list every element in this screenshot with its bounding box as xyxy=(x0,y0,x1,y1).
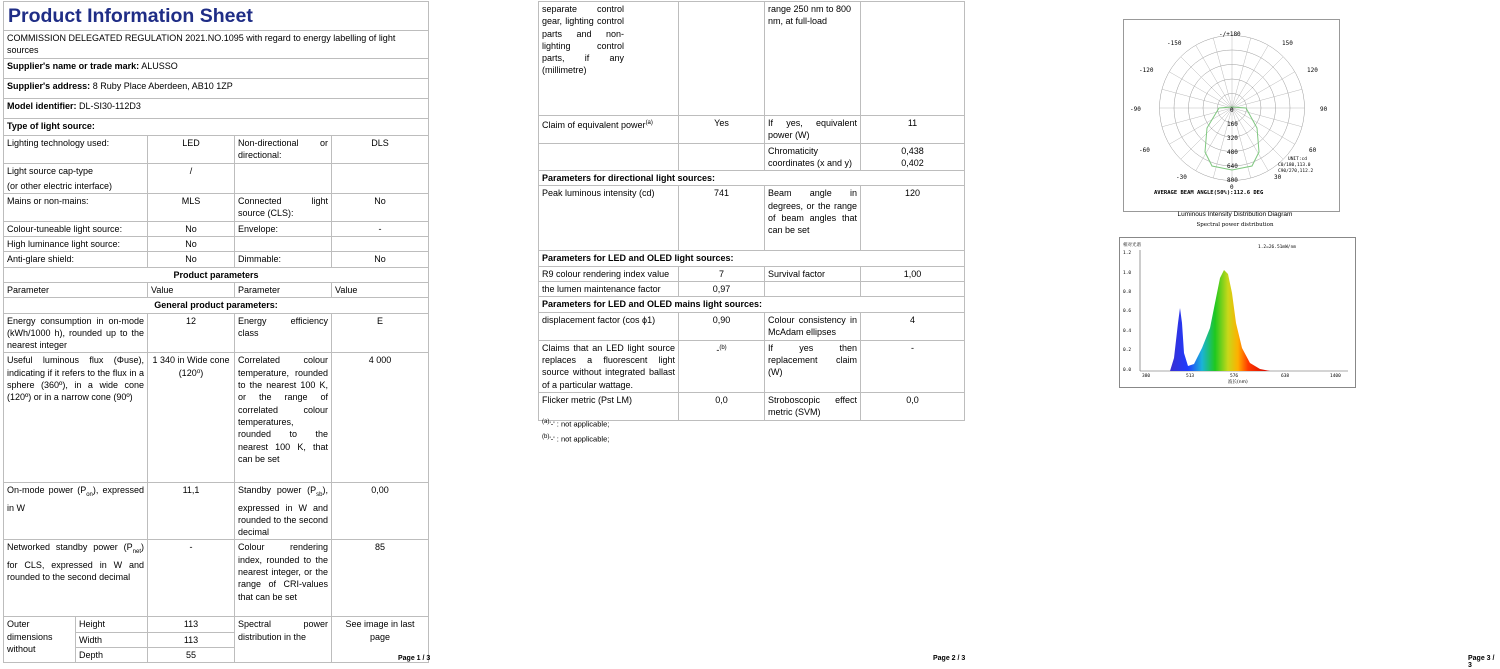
address-value: 8 Ruby Place Aberdeen, AB10 1ZP xyxy=(92,81,233,91)
onmode-label xyxy=(4,483,148,540)
polar-legend-1: C0/180,113.0 xyxy=(1278,163,1311,168)
general-params-heading: General product parameters: xyxy=(4,298,429,313)
address-row xyxy=(4,79,429,99)
footnotes xyxy=(542,416,609,445)
polar-angle-label: 150 xyxy=(1282,40,1293,47)
col-value-2: Value xyxy=(332,282,429,297)
product-info-table-2 xyxy=(538,1,965,421)
width-label: Width xyxy=(76,632,148,647)
anti-glare-value: No xyxy=(148,252,235,267)
polar-beam-note: AVERAGE BEAM ANGLE(50%):112.6 DEG xyxy=(1154,190,1264,196)
equiv-power-label xyxy=(539,116,679,144)
spectral-y-tick: 1.2 xyxy=(1123,251,1132,256)
footnote-b xyxy=(542,431,609,446)
consistency-label: Colour consistency in McAdam ellipses xyxy=(765,312,861,340)
equiv-power-text: Claim of equivalent power xyxy=(542,120,646,130)
supplier-label: Supplier's name or trade mark: xyxy=(7,61,140,71)
anti-glare-label: Anti-glare shield: xyxy=(4,252,148,267)
polar-spoke xyxy=(1196,45,1232,108)
polar-spoke xyxy=(1232,38,1251,108)
cap-type-label xyxy=(4,163,148,194)
spectral-x-tick: 513 xyxy=(1186,374,1195,379)
page-2 xyxy=(535,0,967,665)
polar-spoke xyxy=(1232,45,1268,108)
equiv-power-sup: (a) xyxy=(645,120,653,126)
high-lum-empty-2 xyxy=(332,237,429,252)
page-number-2: Page 2 / 3 xyxy=(933,655,966,662)
strobo-value: 0,0 xyxy=(861,392,965,420)
spectral-y-tick: 0.4 xyxy=(1123,329,1132,334)
claims-value-text: - xyxy=(716,344,720,355)
onmode-label-b: ), expressed in W xyxy=(7,485,144,513)
polar-angle-label: 60 xyxy=(1309,147,1317,154)
onmode-value: 11,1 xyxy=(148,483,235,540)
polar-spoke xyxy=(1162,108,1232,127)
cap-type-value: / xyxy=(148,163,235,194)
depth-value: 55 xyxy=(148,648,235,663)
standby-label-b: ), expressed in W and rounded to the second decimal xyxy=(238,485,328,538)
spectral-ylabel: 相对光谱 xyxy=(1123,243,1141,248)
width-value: 113 xyxy=(148,632,235,647)
sheet-title: Product Information Sheet xyxy=(4,2,429,31)
colour-tuneable-label: Colour-tuneable light source: xyxy=(4,221,148,236)
product-params-heading: Product parameters xyxy=(4,267,429,282)
cap-type-empty-1 xyxy=(235,163,332,194)
page-3 xyxy=(1100,0,1500,669)
led-mains-heading: Parameters for LED and OLED mains light sources: xyxy=(539,297,965,312)
spectral-x-tick: 380 xyxy=(1142,374,1151,379)
col-parameter-2: Parameter xyxy=(235,282,332,297)
flicker-value: 0,0 xyxy=(679,392,765,420)
high-lum-label: High luminance light source: xyxy=(4,237,148,252)
address-label: Supplier's address: xyxy=(7,81,91,91)
r9-value: 7 xyxy=(679,266,765,281)
displacement-value: 0,90 xyxy=(679,312,765,340)
equiv-power-value: Yes xyxy=(679,116,765,144)
chromaticity-label: Chromaticity coordinates (x and y) xyxy=(765,143,861,171)
polar-spoke xyxy=(1213,38,1232,108)
onmode-label-a: On-mode power (P xyxy=(7,485,87,496)
control-gear-label: separate control gear, lighting control parts and non-lighting control parts, if any (millimetre) xyxy=(539,2,679,116)
standby-value: 0,00 xyxy=(332,483,429,540)
flicker-label: Flicker metric (Pst LM) xyxy=(539,392,679,420)
networked-value: - xyxy=(148,540,235,617)
supplier-value: ALUSSO xyxy=(141,61,178,71)
networked-label-a: Networked standby power (P xyxy=(7,542,133,553)
polar-ring-label: 320 xyxy=(1227,135,1238,142)
networked-label-b: ) for CLS, expressed in W and rounded to the second decimal xyxy=(7,542,144,582)
equiv-w-value: 11 xyxy=(861,116,965,144)
standby-label xyxy=(235,483,332,540)
equiv-w-label: If yes, equivalent power (W) xyxy=(765,116,861,144)
model-row xyxy=(4,99,429,119)
beam-label: Beam angle in degrees, or the range of beam angles that can be set xyxy=(765,186,861,251)
dimmable-label: Dimmable: xyxy=(235,252,332,267)
spectral-x-tick: 1400 xyxy=(1330,374,1341,379)
spectral-y-tick: 1.0 xyxy=(1123,271,1132,276)
flux-label: Useful luminous flux (Φuse), indicating if it refers to the flux in a sphere (360º), in a wide cone (120º) or in a narrow cone (90º) xyxy=(4,353,148,483)
non-directional-value: DLS xyxy=(332,136,429,164)
polar-angle-label: 90 xyxy=(1320,106,1328,113)
peak-label: Peak luminous intensity (cd) xyxy=(539,186,679,251)
control-gear-empty-2 xyxy=(861,2,965,116)
energy-class-label: Energy efficiency class xyxy=(235,313,332,353)
energy-value: 12 xyxy=(148,313,235,353)
strobo-label: Stroboscopic effect metric (SVM) xyxy=(765,392,861,420)
footnote-a xyxy=(542,416,609,431)
cct-value: 4 000 xyxy=(332,353,429,483)
polar-angle-label: 120 xyxy=(1307,67,1318,74)
non-directional-label: Non-directional or directional: xyxy=(235,136,332,164)
polar-spoke xyxy=(1232,72,1295,108)
chromaticity-empty-2 xyxy=(679,143,765,171)
page-number-1: Page 1 / 3 xyxy=(398,655,431,662)
type-heading: Type of light source: xyxy=(4,119,429,136)
polar-ring-label: 0 xyxy=(1230,107,1234,114)
polar-legend-2: C90/270,112.2 xyxy=(1278,169,1314,174)
control-gear-value: range 250 nm to 800 nm, at full-load xyxy=(765,2,861,116)
r9-label: R9 colour rendering index value xyxy=(539,266,679,281)
polar-spoke xyxy=(1169,72,1232,108)
claims-value xyxy=(679,340,765,392)
page-1 xyxy=(0,0,433,665)
consistency-value: 4 xyxy=(861,312,965,340)
envelope-value: - xyxy=(332,221,429,236)
peak-value: 741 xyxy=(679,186,765,251)
dimmable-value: No xyxy=(332,252,429,267)
polar-ring-label: 800 xyxy=(1227,177,1238,184)
claims-sup: (b) xyxy=(719,344,727,351)
lumen-empty-1 xyxy=(765,282,861,297)
footnote-b-sup: (b) xyxy=(542,433,550,440)
energy-label: Energy consumption in on-mode (kWh/1000 h), rounded up to the nearest integer xyxy=(4,313,148,353)
height-value: 113 xyxy=(148,617,235,632)
survival-value: 1,00 xyxy=(861,266,965,281)
model-value: DL-SI30-112D3 xyxy=(79,101,141,111)
polar-ring-label: 160 xyxy=(1227,121,1238,128)
spectral-caption: Spectral power distribution xyxy=(1196,222,1274,228)
lumen-empty-2 xyxy=(861,282,965,297)
spectral-chart-frame xyxy=(1119,237,1356,388)
polar-spoke xyxy=(1181,57,1232,108)
polar-angle-label: -90 xyxy=(1130,106,1141,113)
control-gear-empty xyxy=(679,2,765,116)
polar-spoke xyxy=(1232,108,1302,127)
polar-caption: Luminous Intensity Distribution Diagram xyxy=(1177,211,1293,218)
polar-angle-label: 0 xyxy=(1230,184,1234,191)
polar-unit: UNIT:cd xyxy=(1288,157,1307,162)
beam-value: 120 xyxy=(861,186,965,251)
flux-value: 1 340 in Wide cone (120⁰) xyxy=(148,353,235,483)
depth-label: Depth xyxy=(76,648,148,663)
page-number-3: Page 3 / 3 xyxy=(1468,655,1495,669)
networked-sub: net xyxy=(132,549,141,556)
polar-diagram xyxy=(1124,20,1339,211)
chromaticity-empty-1 xyxy=(539,143,679,171)
polar-angle-label: 30 xyxy=(1274,174,1282,181)
standby-label-a: Standby power (P xyxy=(238,485,317,496)
supplier-row xyxy=(4,59,429,79)
polar-angle-label: -60 xyxy=(1139,147,1150,154)
spectral-xlabel: 波长(nm) xyxy=(1228,380,1248,385)
cri-label: Colour rendering index, rounded to the nearest integer, or the range of CRI-values that can be set xyxy=(235,540,332,617)
spectral-y-tick: 0.8 xyxy=(1123,290,1132,295)
model-label: Model identifier: xyxy=(7,101,77,111)
product-info-table xyxy=(3,1,429,663)
survival-label: Survival factor xyxy=(765,266,861,281)
cap-type-line-2: (or other electric interface) xyxy=(7,180,113,191)
regulation-text: COMMISSION DELEGATED REGULATION 2021.NO.1095 with regard to energy labelling of light sources xyxy=(4,31,429,59)
col-value-1: Value xyxy=(148,282,235,297)
spectral-y-tick: 0.2 xyxy=(1123,348,1132,353)
outer-dimensions-label: Outer dimensions without xyxy=(4,617,76,663)
polar-angle-label: -30 xyxy=(1176,174,1187,181)
cap-type-empty-2 xyxy=(332,163,429,194)
high-lum-empty-1 xyxy=(235,237,332,252)
polar-spoke xyxy=(1232,89,1302,108)
spectral-y-tick: 0.0 xyxy=(1123,368,1132,373)
cap-type-line-1: Light source cap-type xyxy=(7,165,94,176)
lighting-tech-label: Lighting technology used: xyxy=(4,136,148,164)
chromaticity-values xyxy=(861,143,965,171)
polar-spoke xyxy=(1232,57,1283,108)
polar-angle-label: -150 xyxy=(1167,40,1182,47)
polar-angle-label: -120 xyxy=(1139,67,1154,74)
chromaticity-y: 0,402 xyxy=(901,157,924,168)
chromaticity-x: 0,438 xyxy=(901,145,924,156)
mains-label: Mains or non-mains: xyxy=(4,194,148,222)
replacement-label: If yes then replacement claim (W) xyxy=(765,340,861,392)
spectral-x-tick: 576 xyxy=(1230,374,1239,379)
led-heading: Parameters for LED and OLED light sources: xyxy=(539,251,965,266)
high-lum-value: No xyxy=(148,237,235,252)
polar-spoke xyxy=(1162,89,1232,108)
polar-ring-label: 640 xyxy=(1227,163,1238,170)
polar-diagram-frame xyxy=(1123,19,1340,212)
standby-sub: sb xyxy=(316,492,323,499)
onmode-sub: on xyxy=(86,492,93,499)
spectral-label: Spectral power distribution in the xyxy=(235,617,332,663)
polar-ring-label: 480 xyxy=(1227,149,1238,156)
spectral-chart xyxy=(1120,238,1355,387)
spectral-curve xyxy=(1170,270,1270,371)
col-parameter-1: Parameter xyxy=(4,282,148,297)
polar-spoke xyxy=(1232,108,1295,144)
connected-value: No xyxy=(332,194,429,222)
lumen-label: the lumen maintenance factor xyxy=(539,282,679,297)
replacement-value: - xyxy=(861,340,965,392)
energy-class-value: E xyxy=(332,313,429,353)
directional-heading: Parameters for directional light sources: xyxy=(539,171,965,186)
height-label: Height xyxy=(76,617,148,632)
connected-label: Connected light source (CLS): xyxy=(235,194,332,222)
polar-angle-label: -/+180 xyxy=(1219,31,1241,38)
spectral-note: 1.2=26.51mW/nm xyxy=(1258,245,1296,250)
mains-value: MLS xyxy=(148,194,235,222)
cct-label: Correlated colour temperature, rounded to the nearest 100 K, or the range of correlated colour temperatures, rounded to the nearest 100 K, that can be set xyxy=(235,353,332,483)
claims-label: Claims that an LED light source replaces a fluorescent light source without integrated ballast of a particular wattage. xyxy=(539,340,679,392)
lighting-tech-value: LED xyxy=(148,136,235,164)
polar-spoke xyxy=(1169,108,1232,144)
displacement-label: displacement factor (cos ϕ1) xyxy=(539,312,679,340)
spectral-x-tick: 638 xyxy=(1281,374,1290,379)
cri-value: 85 xyxy=(332,540,429,617)
lumen-value: 0,97 xyxy=(679,282,765,297)
networked-label xyxy=(4,540,148,617)
footnote-a-text: '-' : not applicable; xyxy=(549,419,610,429)
colour-tuneable-value: No xyxy=(148,221,235,236)
spectral-y-tick: 0.6 xyxy=(1123,309,1132,314)
footnote-a-sup: (a) xyxy=(542,419,550,425)
envelope-label: Envelope: xyxy=(235,221,332,236)
footnote-b-text: '-' : not applicable; xyxy=(549,434,610,443)
spectral-value: See image in last page xyxy=(332,617,429,663)
